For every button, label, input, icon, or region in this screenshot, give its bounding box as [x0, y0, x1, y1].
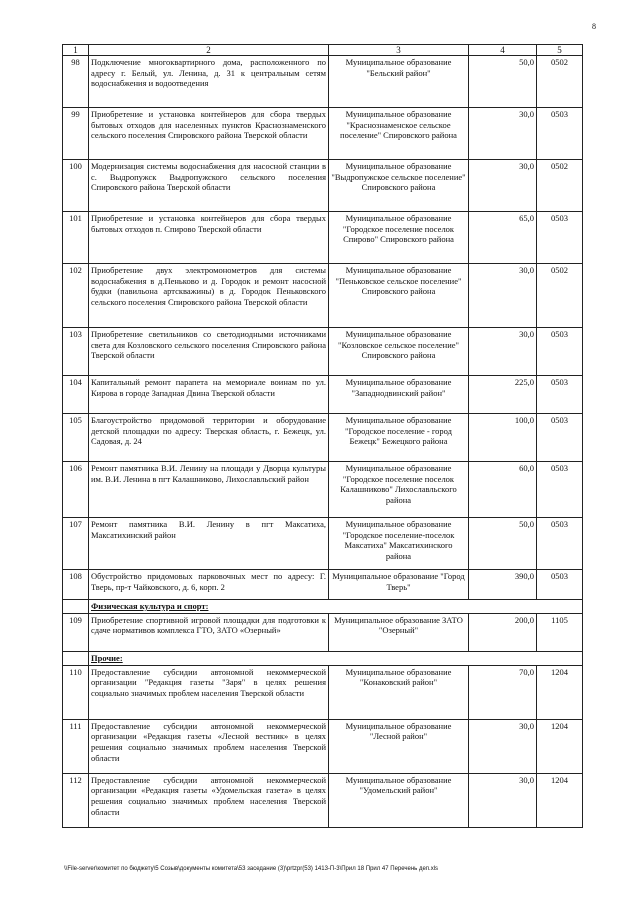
row-description: Предоставление субсидии автономной некоммерческой организации «Редакция газеты «Удомельская газета» в целях решения социально значимых проблем населения Тверской области: [89, 773, 329, 827]
row-organization: Муниципальное образование "Городское поселение - город Бежецк" Бежецкого района: [329, 414, 469, 462]
page-number: 8: [592, 22, 596, 31]
row-amount: 70,0: [469, 665, 537, 719]
row-description: Подключение многоквартирного дома, расположенного по адресу г. Белый, ул. Ленина, д. 31 к центральным сетям водоснабжения и водоотведения: [89, 56, 329, 108]
row-amount: 60,0: [469, 462, 537, 518]
row-description: Предоставление субсидии автономной некоммерческой организации «Редакция газеты «Лесной вестник» в целях решения социально значимых проблем населения Тверской области: [89, 719, 329, 773]
row-code: 0502: [537, 264, 583, 328]
row-organization: Муниципальное образование "Западнодвинский район": [329, 376, 469, 414]
row-code: 0503: [537, 108, 583, 160]
row-number: 108: [63, 570, 89, 600]
row-description: Ремонт памятника В.И. Ленину на площади у Дворца культуры им. В.И. Ленина в пгт Калашниково, Лихославльский район: [89, 462, 329, 518]
table-row: [63, 773, 583, 827]
row-description: Обустройство придомовых парковочных мест по адресу: Г. Тверь, пр-т Чайковского, д. 6, корп. 2: [89, 570, 329, 600]
row-number: 99: [63, 108, 89, 160]
row-number: 109: [63, 613, 89, 651]
row-organization: Муниципальное образование "Выдропужское сельское поселение" Спировского района: [329, 160, 469, 212]
row-number: 103: [63, 328, 89, 376]
row-number: 112: [63, 773, 89, 827]
table-row: [63, 462, 583, 518]
row-description: Приобретение и установка контейнеров для сбора твердых бытовых отходов п. Спирово Тверской области: [89, 212, 329, 264]
row-number: 106: [63, 462, 89, 518]
row-code: 0502: [537, 160, 583, 212]
row-amount: 30,0: [469, 160, 537, 212]
table-row: [63, 518, 583, 570]
row-description: Капитальный ремонт парапета на мемориале воинам по ул. Кирова в городе Западная Двина Тверской области: [89, 376, 329, 414]
row-organization: Муниципальное образование "Козловское сельское поселение" Спировского района: [329, 328, 469, 376]
row-code: 0503: [537, 328, 583, 376]
row-organization: Муниципальное образование "Краснознаменское сельское поселение" Спировского района: [329, 108, 469, 160]
column-header: 5: [537, 45, 583, 56]
row-organization: Муниципальное образование "Удомельский район": [329, 773, 469, 827]
table-row: [63, 56, 583, 108]
row-organization: Муниципальное образование "Городское поселение поселок Калашниково" Лихославльского района: [329, 462, 469, 518]
row-description: Приобретение и установка контейнеров для сбора твердых бытовых отходов для населенных пунктов Краснознаменского сельского поселения Спировского района Тверской области: [89, 108, 329, 160]
section-label: Физическая культура и спорт:: [89, 600, 583, 614]
table-row: [63, 570, 583, 600]
column-header: 3: [329, 45, 469, 56]
table-row: [63, 376, 583, 414]
row-organization: Муниципальное образование "Лесной район": [329, 719, 469, 773]
row-number: 104: [63, 376, 89, 414]
table-row: [63, 719, 583, 773]
row-amount: 30,0: [469, 773, 537, 827]
table-row: [63, 665, 583, 719]
row-code: 0503: [537, 414, 583, 462]
expenditure-table: [62, 44, 583, 828]
row-number: 107: [63, 518, 89, 570]
file-path-footer: \\File-server\комитет по бюджету\5 Созыв\документы комитета\53 заседание (3)\prtzpr(53) 1413-П-3\Прил 18 Прил 47 Перечень деп.xls: [64, 866, 439, 872]
row-code: 0503: [537, 212, 583, 264]
table-row: [63, 414, 583, 462]
row-organization: Муниципальное образование "Городское поселение-поселок Максатиха" Максатихинского района: [329, 518, 469, 570]
row-organization: Муниципальное образование "Городское поселение поселок Спирово" Спировского района: [329, 212, 469, 264]
table-row: [63, 328, 583, 376]
table-row: [63, 108, 583, 160]
row-organization: Муниципальное образование ЗАТО "Озерный": [329, 613, 469, 651]
row-description: Модернизация системы водоснабжения для насосной станции в с. Выдропужск Выдропужского сельского поселения Спировского района Тверской области: [89, 160, 329, 212]
section-row: [63, 651, 583, 665]
row-amount: 65,0: [469, 212, 537, 264]
row-code: 0503: [537, 570, 583, 600]
row-description: Приобретение двух электромонометров для системы водоснабжения в д.Пеньково и д. Городок и ремонт насосной будки (павильона артскважины) в д. Городок Пеньковского сельского поселения Спировского района Тверской области: [89, 264, 329, 328]
section-label: Прочие:: [89, 651, 583, 665]
row-description: Ремонт памятника В.И. Ленину в пгт Максатиха, Максатихинский район: [89, 518, 329, 570]
row-code: 0503: [537, 376, 583, 414]
column-header: 2: [89, 45, 329, 56]
row-organization: Муниципальное образование "Город Тверь": [329, 570, 469, 600]
row-organization: Муниципальное образование "Бельский район": [329, 56, 469, 108]
row-code: 0502: [537, 56, 583, 108]
table-row: [63, 212, 583, 264]
row-organization: Муниципальное образование "Пеньковское сельское поселение" Спировского района: [329, 264, 469, 328]
row-code: 1204: [537, 719, 583, 773]
row-description: Приобретение спортивной игровой площадки для подготовки к сдаче нормативов комплекса ГТО, ЗАТО «Озерный»: [89, 613, 329, 651]
row-description: Благоустройство придомовой территории и оборудование детской площадки по адресу: Тверская область, г. Бежецк, ул. Садовая, д. 24: [89, 414, 329, 462]
row-description: Приобретение светильников со светодиодными источниками света для Козловского сельского поселения Спировского района Тверской области: [89, 328, 329, 376]
table-row: [63, 160, 583, 212]
row-description: Предоставление субсидии автономной некоммерческой организации "Редакция газеты "Заря" в целях решения социально значимых проблем населения Тверской области: [89, 665, 329, 719]
row-code: 1204: [537, 665, 583, 719]
row-amount: 50,0: [469, 518, 537, 570]
column-header: 4: [469, 45, 537, 56]
section-row: [63, 600, 583, 614]
row-amount: 30,0: [469, 108, 537, 160]
row-organization: Муниципальное образование "Конаковский район": [329, 665, 469, 719]
row-code: 1105: [537, 613, 583, 651]
row-amount: 225,0: [469, 376, 537, 414]
row-number: 110: [63, 665, 89, 719]
row-number: 111: [63, 719, 89, 773]
row-number: 105: [63, 414, 89, 462]
row-amount: 100,0: [469, 414, 537, 462]
row-number: 100: [63, 160, 89, 212]
row-amount: 30,0: [469, 264, 537, 328]
row-number: 98: [63, 56, 89, 108]
row-amount: 50,0: [469, 56, 537, 108]
row-amount: 200,0: [469, 613, 537, 651]
row-amount: 30,0: [469, 719, 537, 773]
row-number: 101: [63, 212, 89, 264]
row-amount: 390,0: [469, 570, 537, 600]
row-amount: 30,0: [469, 328, 537, 376]
row-code: 1204: [537, 773, 583, 827]
row-number: 102: [63, 264, 89, 328]
row-code: 0503: [537, 462, 583, 518]
column-header: 1: [63, 45, 89, 56]
table-row: [63, 613, 583, 651]
header-row: [63, 45, 583, 56]
table-row: [63, 264, 583, 328]
row-code: 0503: [537, 518, 583, 570]
